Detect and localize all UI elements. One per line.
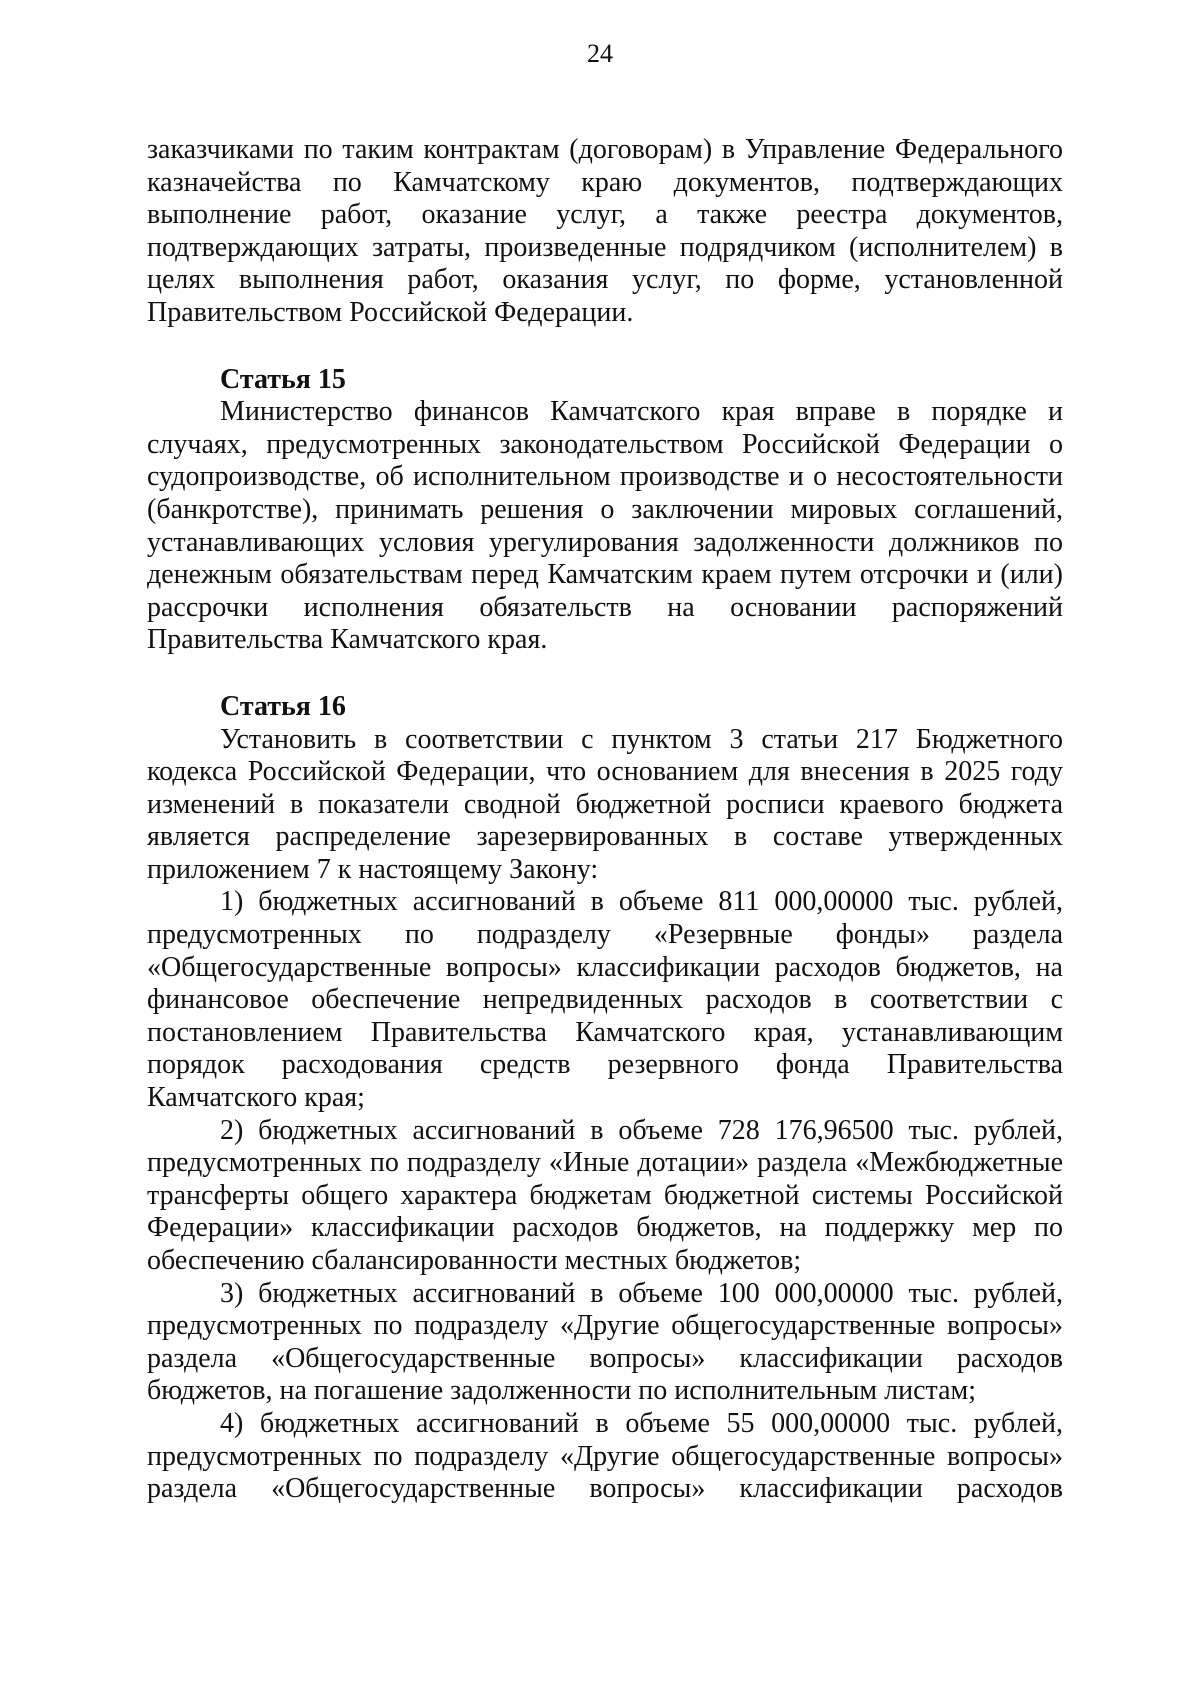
article-15-text: Министерство финансов Камчатского края вправе в порядке и случаях, предусмотренных законодательством Российской Федерации о судопроизводстве, об исполнительном производстве и о несостоятельности (банкротстве), принимать решения о заключении мировых соглашений, устанавливающих условия урегулирования задолженности должников по денежным обязательствам перед Камчатским краем путем отсрочки и (или) рассрочки исполнения обязательств на основании распоряжений Правительства Камчатского края. [147,396,1063,656]
article-16-text: Установить в соответствии с пунктом 3 статьи 217 Бюджетного кодекса Российской Федерации, что основанием для внесения в 2025 году изменений в показатели сводной бюджетной росписи краевого бюджета является распределение зарезервированных в составе утвержденных приложением 7 к настоящему Закону: [147,723,1063,885]
page-number: 24 [587,39,613,68]
spacer [147,330,1063,364]
article-15 [147,364,1063,657]
article-16-item-1: 1) бюджетных ассигнований в объеме 811 000,00000 тыс. рублей, предусмотренных по подразделу «Резервные фонды» раздела «Общегосударственные вопросы» классификации расходов бюджетов, на финансовое обеспечение непредвиденных расходов в соответствии с постановлением Правительства Камчатского края, устанавливающим порядок расходования средств резервного фонда Правительства Камчатского края; [147,886,1063,1114]
spacer [147,657,1063,691]
article-15-title: Статья 15 [220,363,346,395]
intro-paragraph: заказчиками по таким контрактам (договорам) в Управление Федерального казначейства по Камчатскому краю документов, подтверждающих выполнение работ, оказание услуг, а также реестра документов, подтверждающих затраты, произведенные подрядчиком (исполнителем) в целях выполнения работ, оказания услуг, по форме, установленной Правительством Российской Федерации. [147,134,1063,328]
document-body [147,134,1063,1506]
article-16-item-2: 2) бюджетных ассигнований в объеме 728 176,96500 тыс. рублей, предусмотренных по подразделу «Иные дотации» раздела «Межбюджетные трансферты общего характера бюджетам бюджетной системы Российской Федерации» классификации расходов бюджетов, на поддержку мер по обеспечению сбалансированности местных бюджетов; [147,1114,1063,1276]
article-16-item-4: 4) бюджетных ассигнований в объеме 55 000,00000 тыс. рублей, предусмотренных по подразделу «Другие общегосударственные вопросы» раздела «Общегосударственные вопросы» классификации расходов [147,1407,1063,1505]
article-16-item-3: 3) бюджетных ассигнований в объеме 100 000,00000 тыс. рублей, предусмотренных по подразделу «Другие общегосударственные вопросы» раздела «Общегосударственные вопросы» классификации расходов бюджетов, на погашение задолженности по исполнительным листам; [147,1277,1063,1407]
article-16-title: Статья 16 [220,690,346,722]
article-16 [147,691,1063,1506]
